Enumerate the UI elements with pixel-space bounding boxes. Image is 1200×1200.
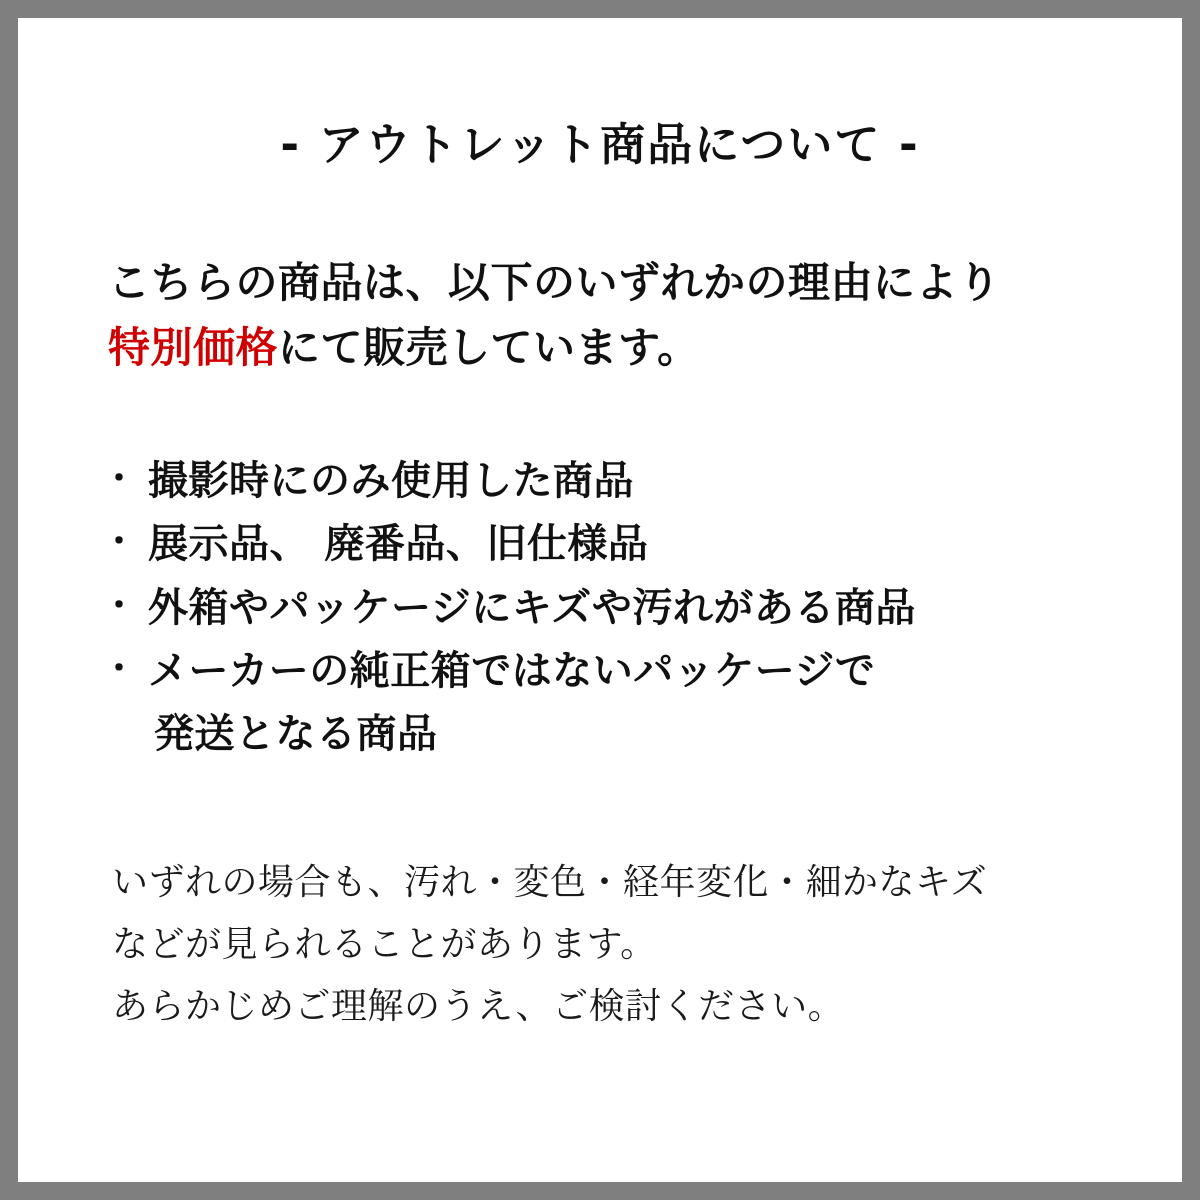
list-item-text-wrap [148,513,648,576]
note-line-3: あらかじめご理解のうえ、ご検討ください。 [112,985,845,1027]
page-title: - アウトレット商品について - [280,118,920,171]
note-line-2: などが見られることがあります。 [112,924,657,966]
list-item-label: 外箱やパッケージにキズや汚れがある商品 [148,584,916,631]
notice-card [18,18,1182,1182]
lead-line-1: こちらの商品は、以下のいずれかの理由により [108,258,1001,307]
lead-line-2-rest: にて販売しています。 [278,323,700,373]
note-line-1: いずれの場合も、汚れ・変色・経年変化・細かなキズ [112,862,988,904]
list-item-text-wrap [148,577,916,640]
list-item-label: 展示品、 廃番品、旧仕様品 [148,521,649,568]
list-item-text-wrap [148,640,875,766]
bullet-marker-icon: ・ [102,648,137,689]
notice-content [18,18,1182,1182]
list-item [102,577,1112,640]
disclaimer-note [88,852,1112,1038]
reason-list [88,450,1112,766]
list-item [102,513,1112,576]
highlight-special-price: 特別価格 [108,323,279,373]
list-item-text-wrap [148,450,634,513]
bullet-marker-icon: ・ [102,522,137,563]
list-item-label: 撮影時にのみ使用した商品 [148,458,634,505]
list-item [102,640,1112,766]
list-item [102,450,1112,513]
lead-paragraph [88,250,1112,380]
list-item-label-continued: 発送となる商品 [154,710,438,757]
bullet-marker-icon: ・ [102,585,137,626]
bullet-marker-icon: ・ [102,459,137,500]
list-item-label: メーカーの純正箱ではないパッケージで [148,647,876,694]
